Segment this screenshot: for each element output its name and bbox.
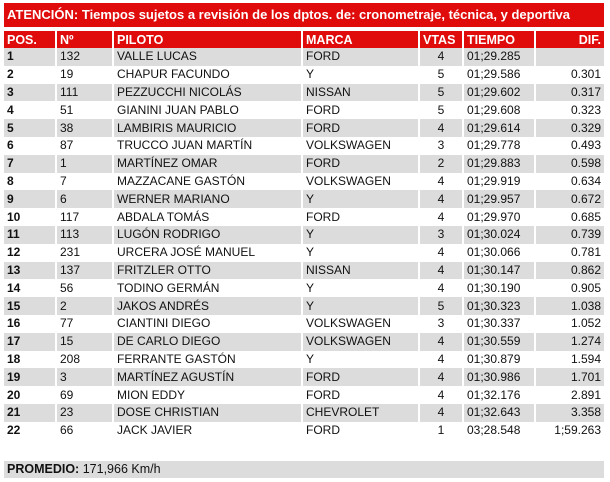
cell-tiempo: 01;30.024	[463, 226, 535, 244]
cell-piloto: LAMBIRIS MAURICIO	[113, 119, 302, 137]
promedio-bar	[4, 461, 604, 478]
cell-dif: 1.274	[535, 333, 604, 351]
promedio-label: PROMEDIO:	[7, 462, 80, 476]
cell-piloto: CHAPUR FACUNDO	[113, 66, 302, 84]
table-row	[4, 119, 604, 137]
cell-num: 231	[56, 244, 113, 262]
cell-num: 208	[56, 351, 113, 369]
cell-dif: 3.358	[535, 404, 604, 422]
cell-piloto: MAZZACANE GASTÓN	[113, 173, 302, 191]
cell-vtas: 4	[419, 262, 463, 280]
cell-num: 51	[56, 101, 113, 119]
cell-marca: VOLKSWAGEN	[302, 333, 419, 351]
cell-pos: 5	[4, 119, 56, 137]
table-row	[4, 404, 604, 422]
cell-marca: FORD	[302, 422, 419, 440]
cell-tiempo: 01;29.614	[463, 119, 535, 137]
cell-dif: 0.905	[535, 279, 604, 297]
cell-marca: Y	[302, 279, 419, 297]
header-vtas: VTAS	[419, 31, 463, 48]
cell-num: 56	[56, 279, 113, 297]
table-row	[4, 48, 604, 66]
cell-vtas: 4	[419, 386, 463, 404]
table-row	[4, 279, 604, 297]
cell-vtas: 2	[419, 155, 463, 173]
warning-banner: ATENCIÓN: Tiempos sujetos a revisión de los dptos. de: cronometraje, técnica, y deportiva	[4, 3, 604, 27]
cell-num: 6	[56, 190, 113, 208]
cell-dif: 0.301	[535, 66, 604, 84]
cell-marca: VOLKSWAGEN	[302, 315, 419, 333]
cell-tiempo: 01;29.586	[463, 66, 535, 84]
cell-dif: 0.781	[535, 244, 604, 262]
cell-pos: 3	[4, 84, 56, 102]
cell-vtas: 3	[419, 226, 463, 244]
cell-vtas: 4	[419, 173, 463, 191]
cell-vtas: 3	[419, 137, 463, 155]
cell-dif: 0.739	[535, 226, 604, 244]
cell-pos: 10	[4, 208, 56, 226]
header-pos: POS.	[4, 31, 56, 48]
cell-tiempo: 01;30.066	[463, 244, 535, 262]
table-row	[4, 386, 604, 404]
cell-pos: 1	[4, 48, 56, 66]
cell-piloto: DE CARLO DIEGO	[113, 333, 302, 351]
cell-pos: 6	[4, 137, 56, 155]
cell-piloto: FERRANTE GASTÓN	[113, 351, 302, 369]
cell-pos: 20	[4, 386, 56, 404]
table-row	[4, 422, 604, 440]
table-row	[4, 262, 604, 280]
cell-pos: 22	[4, 422, 56, 440]
table-row	[4, 173, 604, 191]
cell-tiempo: 01;29.285	[463, 48, 535, 66]
cell-num: 3	[56, 368, 113, 386]
table-row	[4, 155, 604, 173]
cell-piloto: MARTÍNEZ AGUSTÍN	[113, 368, 302, 386]
cell-tiempo: 01;30.147	[463, 262, 535, 280]
table-row	[4, 226, 604, 244]
cell-marca: NISSAN	[302, 84, 419, 102]
cell-piloto: MION EDDY	[113, 386, 302, 404]
cell-dif: 1;59.263	[535, 422, 604, 440]
cell-vtas: 4	[419, 208, 463, 226]
cell-dif: 0.317	[535, 84, 604, 102]
cell-marca: Y	[302, 351, 419, 369]
cell-dif: 1.594	[535, 351, 604, 369]
cell-tiempo: 01;29.883	[463, 155, 535, 173]
table-row	[4, 137, 604, 155]
cell-marca: Y	[302, 226, 419, 244]
cell-piloto: TRUCCO JUAN MARTÍN	[113, 137, 302, 155]
cell-pos: 8	[4, 173, 56, 191]
cell-piloto: GIANINI JUAN PABLO	[113, 101, 302, 119]
cell-num: 7	[56, 173, 113, 191]
cell-piloto: CIANTINI DIEGO	[113, 315, 302, 333]
cell-dif: 0.634	[535, 173, 604, 191]
cell-dif	[535, 48, 604, 66]
table-row	[4, 244, 604, 262]
cell-tiempo: 01;29.608	[463, 101, 535, 119]
cell-piloto: FRITZLER OTTO	[113, 262, 302, 280]
cell-num: 1	[56, 155, 113, 173]
cell-piloto: ABDALA TOMÁS	[113, 208, 302, 226]
cell-marca: FORD	[302, 386, 419, 404]
cell-marca: FORD	[302, 101, 419, 119]
cell-tiempo: 01;29.970	[463, 208, 535, 226]
cell-num: 132	[56, 48, 113, 66]
cell-pos: 18	[4, 351, 56, 369]
cell-tiempo: 01;30.337	[463, 315, 535, 333]
cell-dif: 0.323	[535, 101, 604, 119]
cell-marca: Y	[302, 190, 419, 208]
cell-tiempo: 01;32.176	[463, 386, 535, 404]
cell-num: 111	[56, 84, 113, 102]
cell-marca: FORD	[302, 119, 419, 137]
cell-num: 38	[56, 119, 113, 137]
table-row	[4, 333, 604, 351]
cell-vtas: 4	[419, 368, 463, 386]
cell-vtas: 3	[419, 315, 463, 333]
cell-num: 2	[56, 297, 113, 315]
cell-dif: 0.493	[535, 137, 604, 155]
cell-tiempo: 01;29.957	[463, 190, 535, 208]
table-row	[4, 190, 604, 208]
cell-piloto: JACK JAVIER	[113, 422, 302, 440]
header-marca: MARCA	[302, 31, 419, 48]
cell-dif: 0.685	[535, 208, 604, 226]
cell-pos: 19	[4, 368, 56, 386]
cell-pos: 11	[4, 226, 56, 244]
cell-pos: 21	[4, 404, 56, 422]
cell-dif: 1.038	[535, 297, 604, 315]
cell-pos: 2	[4, 66, 56, 84]
promedio-value: 171,966 Km/h	[82, 462, 161, 476]
cell-marca: FORD	[302, 155, 419, 173]
table-row	[4, 368, 604, 386]
cell-marca: Y	[302, 297, 419, 315]
cell-tiempo: 01;30.190	[463, 279, 535, 297]
header-tiempo: TIEMPO	[463, 31, 535, 48]
cell-vtas: 5	[419, 66, 463, 84]
cell-tiempo: 01;30.559	[463, 333, 535, 351]
cell-pos: 12	[4, 244, 56, 262]
cell-dif: 0.862	[535, 262, 604, 280]
cell-tiempo: 01;29.919	[463, 173, 535, 191]
cell-marca: FORD	[302, 208, 419, 226]
cell-piloto: URCERA JOSÉ MANUEL	[113, 244, 302, 262]
table-row	[4, 297, 604, 315]
cell-pos: 14	[4, 279, 56, 297]
cell-num: 77	[56, 315, 113, 333]
cell-vtas: 1	[419, 422, 463, 440]
cell-pos: 9	[4, 190, 56, 208]
cell-tiempo: 01;29.602	[463, 84, 535, 102]
cell-tiempo: 01;30.879	[463, 351, 535, 369]
cell-tiempo: 01;29.778	[463, 137, 535, 155]
cell-pos: 17	[4, 333, 56, 351]
cell-vtas: 4	[419, 333, 463, 351]
cell-marca: FORD	[302, 368, 419, 386]
table-row	[4, 66, 604, 84]
cell-num: 15	[56, 333, 113, 351]
cell-dif: 1.052	[535, 315, 604, 333]
cell-pos: 16	[4, 315, 56, 333]
cell-vtas: 4	[419, 190, 463, 208]
cell-dif: 0.598	[535, 155, 604, 173]
cell-tiempo: 01;30.323	[463, 297, 535, 315]
cell-vtas: 5	[419, 297, 463, 315]
cell-vtas: 4	[419, 279, 463, 297]
cell-piloto: WERNER MARIANO	[113, 190, 302, 208]
results-table	[4, 31, 604, 440]
cell-num: 66	[56, 422, 113, 440]
cell-num: 19	[56, 66, 113, 84]
cell-piloto: TODINO GERMÁN	[113, 279, 302, 297]
cell-vtas: 4	[419, 244, 463, 262]
cell-dif: 0.329	[535, 119, 604, 137]
cell-num: 87	[56, 137, 113, 155]
cell-marca: NISSAN	[302, 262, 419, 280]
cell-pos: 4	[4, 101, 56, 119]
cell-vtas: 5	[419, 84, 463, 102]
cell-num: 23	[56, 404, 113, 422]
table-row	[4, 315, 604, 333]
header-piloto: PILOTO	[113, 31, 302, 48]
table-row	[4, 84, 604, 102]
cell-piloto: JAKOS ANDRÉS	[113, 297, 302, 315]
cell-num: 117	[56, 208, 113, 226]
cell-marca: Y	[302, 244, 419, 262]
cell-pos: 7	[4, 155, 56, 173]
cell-marca: VOLKSWAGEN	[302, 137, 419, 155]
cell-tiempo: 01;30.986	[463, 368, 535, 386]
cell-num: 69	[56, 386, 113, 404]
cell-piloto: PEZZUCCHI NICOLÁS	[113, 84, 302, 102]
results-body	[4, 48, 604, 440]
cell-num: 137	[56, 262, 113, 280]
cell-pos: 15	[4, 297, 56, 315]
cell-dif: 0.672	[535, 190, 604, 208]
cell-num: 113	[56, 226, 113, 244]
cell-vtas: 4	[419, 119, 463, 137]
cell-vtas: 5	[419, 101, 463, 119]
header-dif: DIF.	[535, 31, 604, 48]
cell-marca: VOLKSWAGEN	[302, 173, 419, 191]
cell-vtas: 4	[419, 48, 463, 66]
cell-marca: CHEVROLET	[302, 404, 419, 422]
cell-tiempo: 01;32.643	[463, 404, 535, 422]
cell-vtas: 4	[419, 404, 463, 422]
cell-marca: Y	[302, 66, 419, 84]
table-row	[4, 101, 604, 119]
header-num: Nº	[56, 31, 113, 48]
cell-piloto: LUGÓN RODRIGO	[113, 226, 302, 244]
cell-vtas: 4	[419, 351, 463, 369]
table-row	[4, 208, 604, 226]
cell-piloto: MARTÍNEZ OMAR	[113, 155, 302, 173]
cell-pos: 13	[4, 262, 56, 280]
cell-marca: FORD	[302, 48, 419, 66]
cell-dif: 2.891	[535, 386, 604, 404]
table-row	[4, 351, 604, 369]
cell-dif: 1.701	[535, 368, 604, 386]
cell-tiempo: 03;28.548	[463, 422, 535, 440]
cell-piloto: DOSE CHRISTIAN	[113, 404, 302, 422]
cell-piloto: VALLE LUCAS	[113, 48, 302, 66]
header-row	[4, 31, 604, 48]
